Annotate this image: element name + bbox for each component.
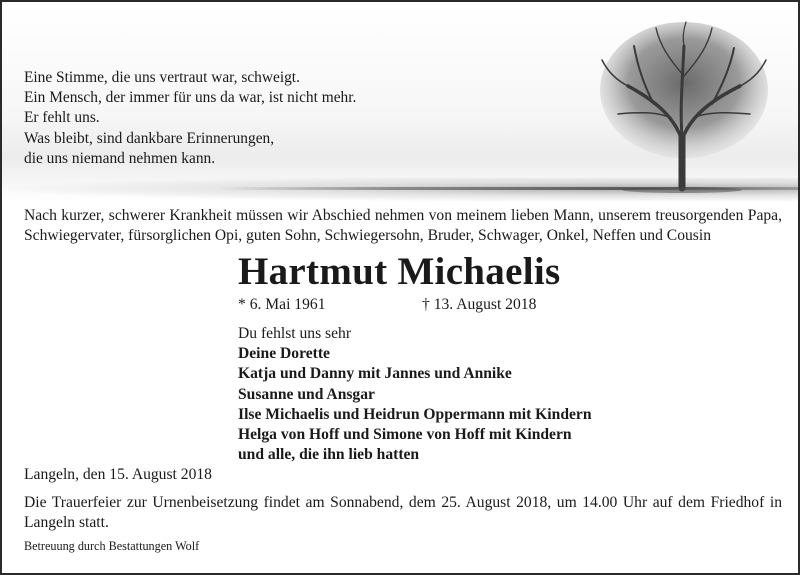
mourner-line: Deine Dorette — [238, 345, 330, 363]
poem-line: Eine Stimme, die uns vertraut war, schweigt. — [24, 69, 300, 86]
undertaker-credit: Betreuung durch Bestattungen Wolf — [24, 539, 200, 553]
announcement-text: Nach kurzer, schwerer Krankheit müssen wir Abschied nehmen von meinem lieben Mann, unserem treusorgenden Papa, Schwiegervater, fürsorglichen Opi, guten Sohn, Schwiegersohn, Bruder, Schwager, Onkel, Neffen und Cousin — [24, 207, 782, 245]
deceased-name: Hartmut Michaelis — [238, 250, 561, 293]
mourner-line: Susanne und Ansgar — [238, 385, 375, 403]
funeral-service-info: Die Trauerfeier zur Urnenbeisetzung findet am Sonnabend, dem 25. August 2018, um 14.00 Uhr auf dem Friedhof in Langeln statt. — [24, 494, 782, 532]
poem-line: die uns niemand nehmen kann. — [24, 149, 216, 167]
birth-date: * 6. Mai 1961 — [238, 296, 326, 313]
poem — [24, 68, 356, 169]
death-date: † 13. August 2018 — [422, 296, 537, 313]
mourners-list — [238, 324, 592, 465]
poem-line: Er fehlt uns. — [24, 109, 100, 127]
mourners-intro: Du fehlst uns sehr — [238, 325, 352, 342]
mourner-line: und alle, die ihn lieb hatten — [238, 446, 420, 464]
mourner-line: Helga von Hoff und Simone von Hoff mit Kindern — [238, 426, 572, 444]
mourner-line: Ilse Michaelis und Heidrun Oppermann mit Kindern — [238, 405, 592, 423]
mourner-line: Katja und Danny mit Jannes und Annike — [238, 365, 512, 383]
place-date: Langeln, den 15. August 2018 — [24, 466, 212, 483]
tree-icon — [594, 16, 774, 194]
poem-line: Ein Mensch, der immer für uns da war, ist nicht mehr. — [24, 89, 357, 107]
life-dates — [238, 296, 537, 314]
poem-line: Was bleibt, sind dankbare Erinnerungen, — [24, 129, 275, 147]
